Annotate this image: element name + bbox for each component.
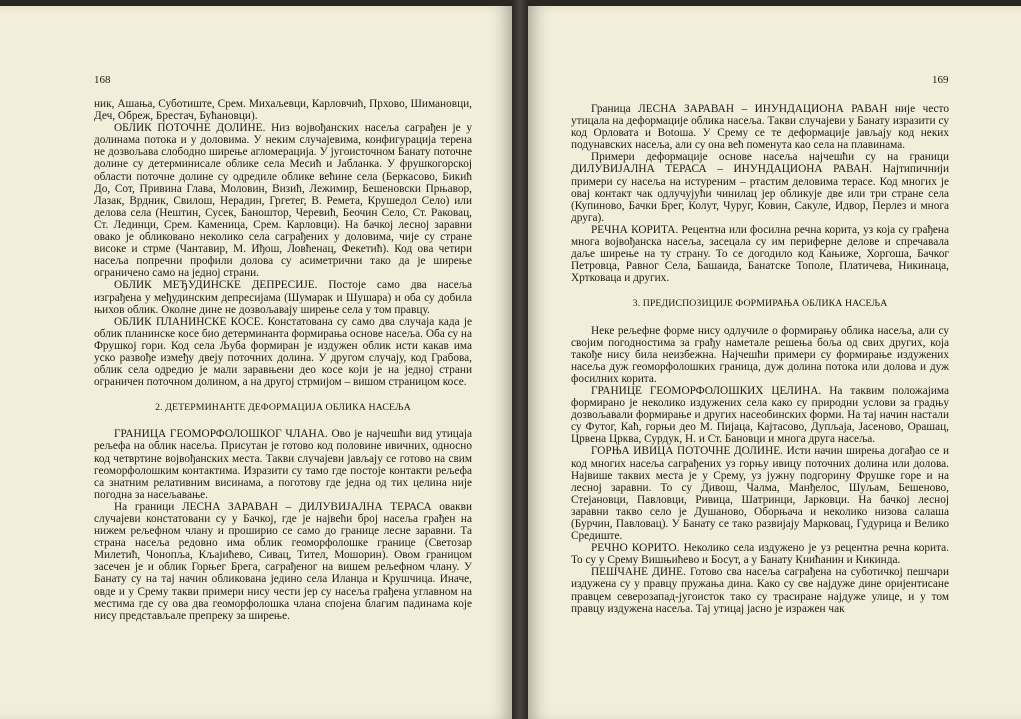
paragraph: ГРАНИЦА ГЕОМОРФОЛОШКОГ ЧЛАНА. Ово је најчешћи вид утицаја рељефа на облик насеља. Присутан је готово код половине ивичних, односно код четвртине војвођанских места. Такви случајеви јављају се готово на свим геоморфолошким контактима. Изразити су тамо где постоје контакти рељефа са знатним релативним висинама, а поготову где једна од тих целина није погодна за насељавање. <box>94 428 472 501</box>
paragraph: Неке рељефне форме нису одлучиле о формирању облика насеља, али су својим погодностима за грађу наметале решења боља од свих других, која такође нису била неизбежна. Најчешћи примери су формирање издужених насеља дуж геоморфолошких граница, дуж долина потока или долова и дуж фосилних корита. <box>571 324 949 385</box>
paragraph: РЕЧНО КОРИТО. Неколико села издужено је уз рецентна речна корита. То су у Срему Вишњићево и Босут, а у Банату Книћанин и Кикинда. <box>571 542 949 567</box>
page-number: 168 <box>94 74 111 86</box>
paragraph: ОБЛИК ПЛАНИНСКЕ КОСЕ. Констатована су само два случаја када је облик планинске косе био детерминанта формирања основе насеља. Оба су на Фрушкој гори. Код села Љуба формиран је издужен облик исти какав има уско развође између двеју поточних долина. У другом случају, код Грабова, облик села одредио је мали заравњени део косе који је на једној страни ограничен поточном долином, а на другој стрмијом – вишом страницом косе. <box>94 315 472 389</box>
paragraph: Граница ЛЕСНА ЗАРАВАН – ИНУНДАЦИОНА РАВАН није често утицала на деформације облика насеља. Такви случајеви у Банату изразити су код Орловата и Botoша. У Срему се те деформације јављају код неких подунавских насеља, али су она већ поменута као села на плавинама. <box>571 103 949 152</box>
book-gutter <box>512 0 528 719</box>
paragraph: ОБЛИК ПОТОЧНЕ ДОЛИНЕ. Низ војвођанских насеља саграђен је у долинама потока и у доловима. У неким случајевима, конфигурација терена не дозвољава слободно ширење агломерација. У југоисточном Банату поточне долине су детерминисале облике села Месић и Јабланка. У фрушкогорској области поточне долине су одредиле облике већине села (Беркасово, Бикић До, Сот, Привина Глава, Моловин, Визић, Лежимир, Бешеновски Прњавор, Лазак, Врдник, Свилош, Нерадин, Гргетег, В. Ремета, Крушедол Село) или делова села (Нештин, Сусек, Баноштор, Черевић, Беочин Село, Ст. Раковац, Ст. Лединци, Срем. Каменица, Срем. Карловци). На бачкој лесној заравни овако је обликовано неколико села саграђених у доловима, чије су стране високе и стрме (Чантавир, М. Иђош, Ловћенац, Фекетић). Код ова четири насеља попречни профили долова су асиметрични тако да је ширење ограничено само на једној страни. <box>94 122 472 280</box>
page-number: 169 <box>932 74 949 86</box>
paragraph: РЕЧНА КОРИТА. Рецентна или фосилна речна корита, уз која су грађена многа војвођанска насеља, засецала су им периферне делове и спречавала даље ширење на ту страну. То се догодило код Кањиже, Хоргоша, Бачког Петровца, Равног Села, Башаида, Банатске Тополе, Платичева, Никинаца, Хртковаца и других. <box>571 223 949 285</box>
right-page-text <box>571 103 949 615</box>
section-heading: 2. ДЕТЕРМИНАНТЕ ДЕФОРМАЦИЈА ОБЛИКА НАСЕЉА <box>155 402 411 414</box>
paragraph: ГРАНИЦЕ ГЕОМОРФОЛОШКИХ ЦЕЛИНА. На таквим положајима формирано је неколико издужених села како су природни услови за градњу дозвољавали формирање и других насеобинских форми. На тај начин настали су Футог, Каћ, горњи део М. Пијаца, Кајтасово, Дупљаја, Јасеново, Орашац, Црвена Црква, Сурдук, Н. и Ст. Бановци и многа друга насеља. <box>571 384 949 446</box>
paragraph: ПЕШЧАНЕ ДИНЕ. Готово сва насеља саграђена на суботичкој пешчари издужена су у правцу пружања дина. Како су све најдуже дине оријентисане правцем северозапад-југоисток тако су трасиране најдуже улице, и у том правцу издужена насеља. Тај утицај јасно је изражен чак <box>571 566 949 615</box>
paragraph: ник, Ашања, Суботиште, Срем. Михаљевци, Карловчић, Прхово, Шимановци, Деч, Обреж, Брестач, Бућановци). <box>94 98 472 123</box>
left-page <box>0 6 512 719</box>
paragraph: ОБЛИК МЕЂУДИНСКЕ ДЕПРЕСИЈЕ. Постоје само два насеља изграђена у међудинским депресијама (Шумарак и Шушара) и оба су добила њихов облик. Околне дине не дозвољавају ширење села у том правцу. <box>94 279 472 316</box>
paragraph: На граници ЛЕСНА ЗАРАВАН – ДИЛУВИЈАЛНА ТЕРАСА овакви случајеви констатовани су у Бачкој, где је највећи број насеља грађен на нижем рељефном члану и проширио се само до границе лесне заравни. Та страна насеља редовно има облик геоморфолошке границе (Светозар Милетић, Чонопља, Кљајићево, Сивац, Тител, Мошорин). Овом границом засечен је и облик Горњег Брега, саграђеног на вишем рељефном члану. У Банату су на тај начин обликована једино села Иланџа и Крушчица. Иначе, овде и у Срему такви примери нису чести јер су насеља грађена углавном на местима где су ова два геоморфолошка члана спојена благим падинама које нису представљале препреку за ширење. <box>94 500 472 622</box>
paragraph: ГОРЊА ИВИЦА ПОТОЧНЕ ДОЛИНЕ. Исти начин ширења догађао се и код многих насеља саграђених уз горњу ивицу поточних долина или долова. Највише таквих места је у Срему, уз јужну подгорину Фрушке горе и на лесној заравни. То су Дивош, Чалма, Манђелос, Шуљам, Бешеново, Стејановци, Павловци, Ривица, Шатринци, Јарковци. На бачкој лесној заравни такво село је Душаново, Оборњача и неколико низова салаша (Бурчин, Павловац). У Банату се тако развијају Марковац, Гудурица и Велико Средиште. <box>571 445 949 543</box>
section-heading: 3. ПРЕДИСПОЗИЦИЈЕ ФОРМИРАЊА ОБЛИКА НАСЕЉА <box>632 298 888 310</box>
right-page <box>528 6 1021 719</box>
paragraph: Примери деформације основе насеља најчешћи су на граници ДИЛУВИЈАЛНА ТЕРАСА – ИНУНДАЦИОНА РАВАН. Најтипичнији примери су насеља на истуреним – ртастим деловима терасе. Код многих је овај контакт чак одлучујући чинилац јер обликује две или три стране села (Купиново, Бачки Брег, Колут, Чуруг, Ковин, Сакуле, Идвор, Перлез и многа друга). <box>571 151 949 224</box>
left-page-text <box>94 98 472 622</box>
